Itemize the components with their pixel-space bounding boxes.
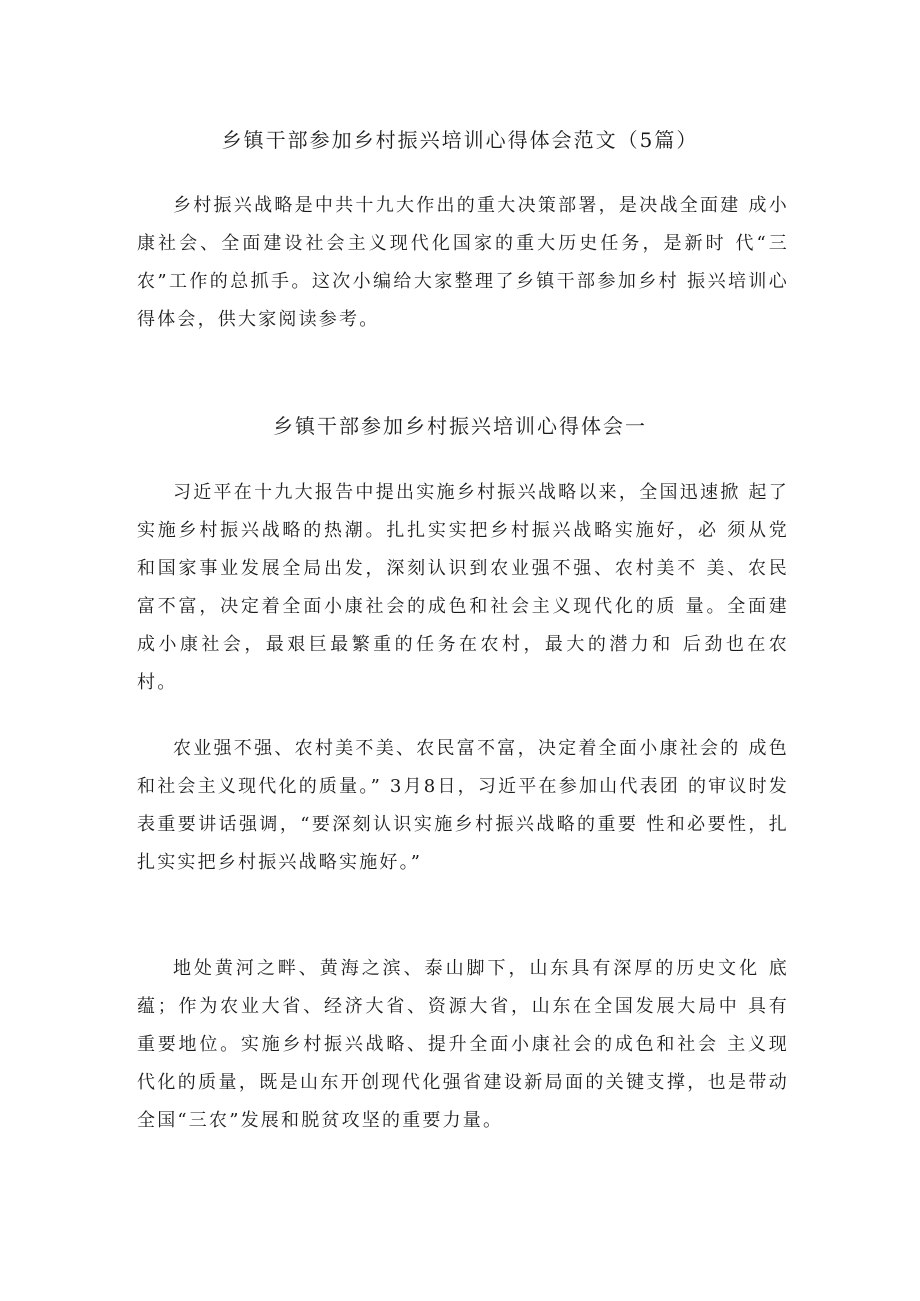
body-paragraph-3: 地处黄河之畔、黄海之滨、泰山脚下，山东具有深厚的历史文化 底蕴；作为农业大省、经济大省、资源大省，山东在全国发展大局中 具有重要地位。实施乡村振兴战略、提升全面小康社会的成色和社会 主义现代化的质量，既是山东开创现代化强省建设新局面的关键支撑，也是带动全国“三农”发展和脱贫攻坚的重要力量。	[137, 958, 789, 1131]
document-title: 乡镇干部参加乡村振兴培训心得体会范文（5篇）	[221, 128, 699, 152]
body-paragraph-1: 习近平在十九大报告中提出实施乡村振兴战略以来，全国迅速掀 起了实施乡村振兴战略的热潮。扎扎实实把乡村振兴战略实施好，必 须从党和国家事业发展全局出发，深刻认识到农业强不强、农村美不 美、农民富不富，决定着全面小康社会的成色和社会主义现代化的质 量。全面建成小康社会，最艰巨最繁重的任务在农村，最大的潜力和 后劲也在农村。	[137, 482, 789, 693]
intro-paragraph: 乡村振兴战略是中共十九大作出的重大决策部署，是决战全面建 成小康社会、全面建设社会主义现代化国家的重大历史任务，是新时 代“三农”工作的总抓手。这次小编给大家整理了乡镇干部参加乡村 振兴培训心得体会，供大家阅读参考。	[137, 195, 789, 330]
section-heading: 乡镇干部参加乡村振兴培训心得体会一	[273, 414, 647, 438]
body-paragraph-2: 农业强不强、农村美不美、农民富不富，决定着全面小康社会的 成色和社会主义现代化的质量。” 3月8日，习近平在参加山代表团 的审议时发表重要讲话强调，“要深刻认识实施乡村振兴战略的重要 性和必要性，扎扎实实把乡村振兴战略实施好。”	[137, 738, 789, 873]
